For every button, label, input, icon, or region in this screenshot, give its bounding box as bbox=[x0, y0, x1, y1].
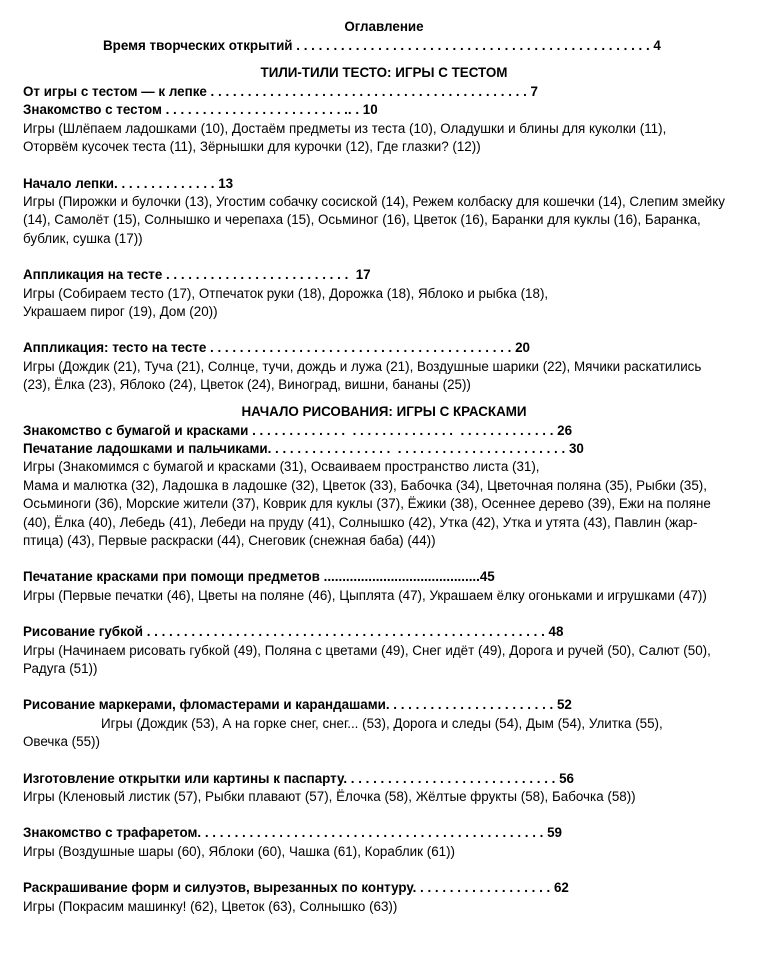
toc-games-line: (14), Самолёт (15), Солнышко и черепаха (15), Осьминог (16), Цветок (16), Баранки для куклы (16), Баранка, bbox=[23, 212, 701, 228]
toc-entry: Раскрашивание форм и силуэтов, вырезанных по контуру. . . . . . . . . . . . . . . . . . . 62 bbox=[23, 880, 569, 896]
toc-title: Оглавление bbox=[344, 19, 424, 34]
toc-games-line: Игры (Пирожки и булочки (13), Угостим собачку сосиской (14), Режем колбаску для кошечки (14), Слепим змейку bbox=[23, 193, 725, 209]
toc-games-line: Игры (Собираем тесто (17), Отпечаток руки (18), Дорожка (18), Яблоко и рыбка (18), bbox=[23, 285, 549, 301]
toc-games-list bbox=[23, 843, 778, 861]
toc-games-line: (40), Ёлка (40), Лебедь (41), Лебеди на пруду (41), Солнышко (42), Утка (42), Утка и утята (43), Павлин (жар- bbox=[23, 514, 698, 530]
toc-games-list bbox=[23, 120, 778, 157]
toc-games-list bbox=[23, 358, 778, 395]
toc-entry: Изготовление открытки или картины к паспарту. . . . . . . . . . . . . . . . . . . . . . . . . . . . . 56 bbox=[23, 770, 574, 786]
toc-games-line: Игры (Кленовый листик (57), Рыбки плавают (57), Ёлочка (58), Жёлтые фрукты (58), Бабочка (58)) bbox=[23, 789, 636, 805]
toc-games-line: Игры (Первые печатки (46), Цветы на поляне (46), Цыплята (47), Украшаем ёлку огоньками и игрушками (47)) bbox=[23, 587, 707, 603]
toc-games-list bbox=[23, 715, 778, 752]
toc-games-line: Оторвём кусочек теста (11), Зёрнышки для курочки (12), Где глазки? (12)) bbox=[23, 139, 481, 155]
toc-games-list bbox=[23, 642, 778, 679]
toc-games-line: Овечка (55)) bbox=[23, 734, 100, 750]
section-heading-painting: НАЧАЛО РИСОВАНИЯ: ИГРЫ С КРАСКАМИ bbox=[241, 403, 527, 419]
toc-entry: Рисование губкой . . . . . . . . . . . . . . . . . . . . . . . . . . . . . . . . . . . . . . . . . . . . . . . . . . . . . . 48 bbox=[23, 624, 564, 640]
section-heading-dough: ТИЛИ-ТИЛИ ТЕСТО: ИГРЫ С ТЕСТОМ bbox=[260, 65, 508, 80]
toc-games-list bbox=[23, 898, 778, 916]
toc-games-line: Украшаем пирог (19), Дом (20)) bbox=[23, 304, 218, 319]
toc-games-line: Осьминоги (36), Морские жители (37), Коврик для куклы (37), Ёжики (38), Осеннее дерево (39), Ежи на поляне bbox=[23, 496, 711, 512]
toc-entry: Аппликация на тесте . . . . . . . . . . . . . . . . . . . . . . . . . 17 bbox=[23, 267, 371, 283]
toc-entry: Знакомство с бумагой и красками . . . . . . . . . . . . . . . . . . . . . . . . . . . . . . . . . . . . . . . . 26 bbox=[23, 422, 573, 438]
toc-entry: Знакомство с трафаретом. . . . . . . . . . . . . . . . . . . . . . . . . . . . . . . . . . . . . . . . . . . . . . . 59 bbox=[23, 825, 563, 841]
toc-entry: Печатание красками при помощи предметов ..........................................45 bbox=[23, 569, 495, 585]
toc-games-list bbox=[23, 788, 778, 806]
toc-games-line: (23), Ёлка (23), Яблоко (24), Цветок (24), Виноград, вишни, бананы (25)) bbox=[23, 377, 471, 393]
toc-entry: Начало лепки. . . . . . . . . . . . . . 13 bbox=[23, 175, 234, 191]
toc-games-line: Игры (Знакомимся с бумагой и красками (31), Осваиваем пространство листа (31), bbox=[23, 459, 540, 475]
toc-games-line: Игры (Покрасим машинку! (62), Цветок (63), Солнышко (63)) bbox=[23, 898, 398, 914]
toc-games-line: Игры (Воздушные шары (60), Яблоки (60), Чашка (61), Кораблик (61)) bbox=[23, 843, 456, 859]
toc-games-line: Мама и малютка (32), Ладошка в ладошке (32), Цветок (33), Бабочка (34), Цветочная поляна (35), Рыбки (35), bbox=[23, 477, 707, 493]
toc-entry: Печатание ладошками и пальчиками. . . . . . . . . . . . . . . . . . . . . . . . . . . . . . . . . . . . . . . . 30 bbox=[23, 441, 584, 456]
toc-entry: Рисование маркерами, фломастерами и карандашами. . . . . . . . . . . . . . . . . . . . . . . 52 bbox=[23, 697, 572, 713]
toc-games-line: птица) (43), Первые раскраски (44), Снеговик (снежная баба) (44)) bbox=[23, 533, 436, 549]
toc-games-line: Игры (Дождик (53), А на горке снег, снег... (53), Дорога и следы (54), Дым (54), Улитка (55), bbox=[101, 715, 663, 731]
toc-games-list bbox=[23, 285, 778, 322]
toc-games-line: бублик, сушка (17)) bbox=[23, 230, 143, 246]
toc-games-line: Игры (Дождик (21), Туча (21), Солнце, тучи, дождь и лужа (21), Воздушные шарики (22), Мячики раскатились bbox=[23, 358, 702, 374]
toc-games-line: Радуга (51)) bbox=[23, 661, 98, 677]
toc-entry-intro: Время творческих открытий . . . . . . . . . . . . . . . . . . . . . . . . . . . . . . . . . . . . . . . . . . . . . . . . 4 bbox=[103, 38, 661, 53]
toc-entry: От игры с тестом — к лепке . . . . . . . . . . . . . . . . . . . . . . . . . . . . . . . . . . . . . . . . . . . 7 bbox=[23, 84, 538, 99]
toc-games-list bbox=[23, 193, 778, 248]
table-of-contents-page bbox=[23, 18, 778, 916]
toc-entry: Знакомство с тестом . . . . . . . . . . . . . . . . . . . . . . . . .. . 10 bbox=[23, 102, 378, 118]
toc-games-list bbox=[23, 458, 778, 550]
toc-games-line: Игры (Начинаем рисовать губкой (49), Поляна с цветами (49), Снег идёт (49), Дорога и ручей (50), Салют (50), bbox=[23, 642, 711, 658]
toc-entry: Аппликация: тесто на тесте . . . . . . . . . . . . . . . . . . . . . . . . . . . . . . . . . . . . . . . . . 20 bbox=[23, 340, 530, 356]
toc-games-line: Игры (Шлёпаем ладошками (10), Достаём предметы из теста (10), Оладушки и блины для куколки (11), bbox=[23, 120, 667, 136]
toc-games-list bbox=[23, 587, 778, 605]
